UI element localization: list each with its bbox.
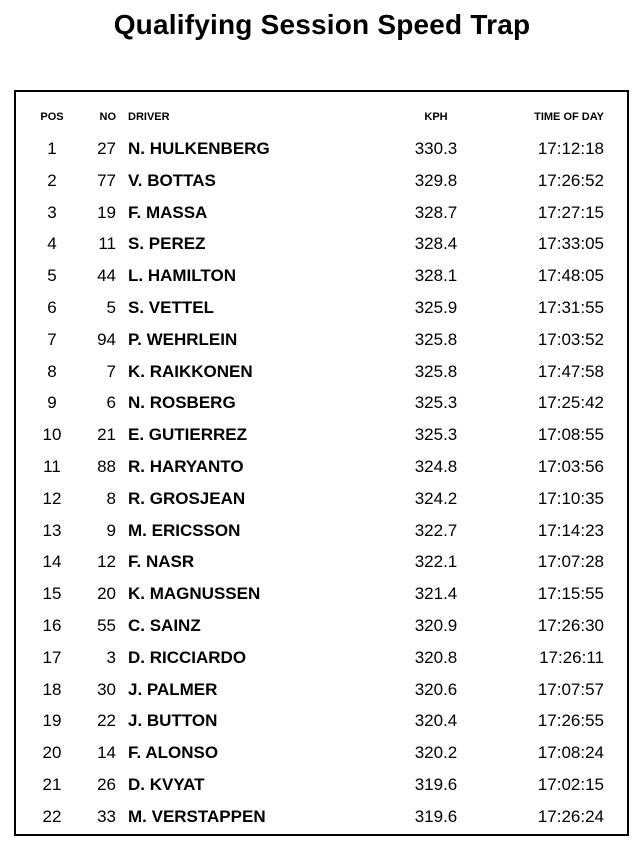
cell-pos: 6 (47, 297, 57, 317)
cell-driver: D. KVYAT (128, 774, 205, 794)
cell-no: 77 (97, 170, 116, 190)
cell-no: 26 (97, 774, 116, 794)
cell-pos: 2 (47, 170, 57, 190)
table-row (16, 737, 627, 769)
cell-driver: N. HULKENBERG (128, 139, 270, 158)
header-driver: DRIVER (128, 111, 170, 123)
cell-time-of-day: 17:26:24 (537, 806, 604, 826)
cell-pos: 14 (42, 552, 62, 572)
table-row (16, 674, 627, 706)
cell-no: 20 (97, 584, 116, 604)
cell-driver: E. GUTIERREZ (128, 425, 248, 445)
cell-pos: 7 (47, 329, 57, 349)
cell-pos: 15 (42, 584, 62, 604)
cell-kph: 319.6 (414, 806, 458, 826)
cell-driver: K. MAGNUSSEN (128, 584, 261, 604)
cell-pos: 13 (42, 520, 62, 540)
table-row (16, 546, 627, 578)
cell-time-of-day: 17:25:42 (537, 393, 604, 413)
page-title: Qualifying Session Speed Trap (113, 9, 531, 40)
cell-time-of-day: 17:15:55 (537, 584, 604, 604)
table-row (16, 292, 627, 324)
cell-time-of-day: 17:26:11 (539, 647, 604, 667)
cell-no: 19 (97, 202, 116, 222)
cell-no: 30 (97, 679, 116, 699)
cell-pos: 11 (43, 456, 61, 476)
table-row (16, 451, 627, 483)
cell-time-of-day: 17:31:55 (537, 297, 604, 317)
cell-kph: 321.4 (414, 584, 458, 604)
table-row (16, 228, 627, 260)
cell-time-of-day: 17:07:57 (537, 679, 604, 699)
cell-time-of-day: 17:07:28 (537, 552, 604, 572)
cell-no: 6 (106, 393, 116, 413)
cell-kph: 322.1 (414, 552, 458, 572)
cell-no: 55 (97, 615, 116, 635)
cell-pos: 20 (42, 743, 62, 763)
table-row (16, 356, 627, 388)
cell-no: 9 (106, 520, 116, 540)
table-row (16, 515, 627, 547)
cell-time-of-day: 17:08:24 (537, 743, 604, 763)
cell-driver: K. RAIKKONEN (128, 361, 253, 381)
cell-no: 44 (97, 266, 116, 286)
cell-time-of-day: 17:33:05 (537, 234, 604, 254)
cell-pos: 9 (47, 393, 57, 413)
header-no: NO (99, 111, 116, 123)
cell-pos: 8 (47, 361, 57, 381)
table-row (16, 165, 627, 197)
cell-pos: 1 (47, 139, 57, 158)
cell-kph: 330.3 (414, 139, 458, 158)
cell-kph: 324.2 (414, 488, 458, 508)
cell-time-of-day: 17:26:52 (537, 170, 604, 190)
header-pos: POS (40, 111, 64, 123)
cell-kph: 320.2 (414, 743, 458, 763)
cell-kph: 328.7 (414, 202, 458, 222)
cell-no: 88 (97, 456, 116, 476)
cell-driver: V. BOTTAS (128, 170, 216, 190)
cell-kph: 328.1 (414, 266, 458, 286)
cell-no: 27 (97, 139, 116, 158)
cell-pos: 17 (42, 647, 62, 667)
cell-kph: 324.8 (414, 456, 458, 476)
cell-no: 22 (97, 711, 116, 731)
cell-kph: 320.4 (414, 711, 458, 731)
cell-driver: J. PALMER (128, 679, 218, 699)
cell-kph: 325.3 (414, 393, 458, 413)
cell-driver: R. HARYANTO (128, 456, 244, 476)
table-row (16, 324, 627, 356)
cell-time-of-day: 17:48:05 (537, 266, 604, 286)
table-row (16, 197, 627, 229)
table-row (16, 801, 627, 833)
cell-pos: 3 (47, 202, 57, 222)
cell-kph: 320.6 (414, 679, 458, 699)
cell-kph: 320.9 (414, 615, 458, 635)
cell-time-of-day: 17:27:15 (537, 202, 604, 222)
cell-time-of-day: 17:26:55 (537, 711, 604, 731)
cell-time-of-day: 17:03:56 (537, 456, 604, 476)
cell-time-of-day: 17:47:58 (537, 361, 604, 381)
table-row (16, 419, 627, 451)
cell-driver: S. VETTEL (128, 297, 214, 317)
table-row (16, 705, 627, 737)
table-row (16, 642, 627, 674)
cell-pos: 21 (42, 774, 62, 794)
cell-no: 5 (106, 297, 116, 317)
cell-time-of-day: 17:08:55 (537, 425, 604, 445)
cell-driver: R. GROSJEAN (128, 488, 246, 508)
cell-time-of-day: 17:14:23 (537, 520, 604, 540)
cell-driver: F. NASR (128, 552, 195, 572)
table-row (16, 387, 627, 419)
cell-pos: 4 (47, 234, 57, 254)
speed-trap-table (14, 90, 629, 836)
cell-kph: 329.8 (414, 170, 458, 190)
table-row (16, 578, 627, 610)
header-kph: KPH (424, 111, 448, 123)
cell-time-of-day: 17:10:35 (537, 488, 604, 508)
cell-driver: J. BUTTON (128, 711, 218, 731)
table-row (16, 769, 627, 801)
cell-kph: 325.8 (414, 361, 458, 381)
cell-no: 3 (106, 647, 116, 667)
cell-no: 33 (97, 806, 116, 826)
cell-no: 8 (106, 488, 116, 508)
header-time-of-day: TIME OF DAY (534, 111, 604, 123)
table-row (16, 133, 627, 165)
cell-no: 14 (97, 743, 116, 763)
cell-driver: F. ALONSO (128, 743, 219, 763)
cell-no: 11 (98, 234, 116, 254)
cell-driver: F. MASSA (128, 202, 208, 222)
cell-no: 7 (106, 361, 116, 381)
cell-pos: 5 (47, 266, 57, 286)
table-row (16, 483, 627, 515)
cell-kph: 328.4 (414, 234, 458, 254)
cell-no: 12 (97, 552, 116, 572)
cell-pos: 12 (42, 488, 62, 508)
cell-driver: C. SAINZ (128, 615, 201, 635)
cell-kph: 325.8 (414, 329, 458, 349)
cell-time-of-day: 17:12:18 (537, 139, 604, 158)
cell-pos: 16 (42, 615, 62, 635)
cell-time-of-day: 17:03:52 (537, 329, 604, 349)
cell-kph: 325.3 (414, 425, 458, 445)
cell-kph: 325.9 (414, 297, 458, 317)
table-row (16, 260, 627, 292)
cell-driver: S. PEREZ (128, 234, 206, 254)
table-body (16, 133, 627, 833)
table-row (16, 610, 627, 642)
cell-pos: 22 (42, 806, 62, 826)
cell-driver: M. VERSTAPPEN (128, 806, 266, 826)
cell-pos: 10 (42, 425, 62, 445)
cell-kph: 319.6 (414, 774, 458, 794)
cell-driver: D. RICCIARDO (128, 647, 247, 667)
cell-driver: P. WEHRLEIN (128, 329, 238, 349)
cell-pos: 18 (42, 679, 62, 699)
cell-driver: M. ERICSSON (128, 520, 241, 540)
cell-no: 94 (97, 329, 116, 349)
cell-driver: L. HAMILTON (128, 266, 236, 286)
cell-pos: 19 (42, 711, 62, 731)
cell-driver: N. ROSBERG (128, 393, 236, 413)
cell-kph: 322.7 (414, 520, 458, 540)
cell-no: 21 (97, 425, 116, 445)
cell-time-of-day: 17:26:30 (537, 615, 604, 635)
cell-kph: 320.8 (414, 647, 458, 667)
cell-time-of-day: 17:02:15 (537, 774, 604, 794)
